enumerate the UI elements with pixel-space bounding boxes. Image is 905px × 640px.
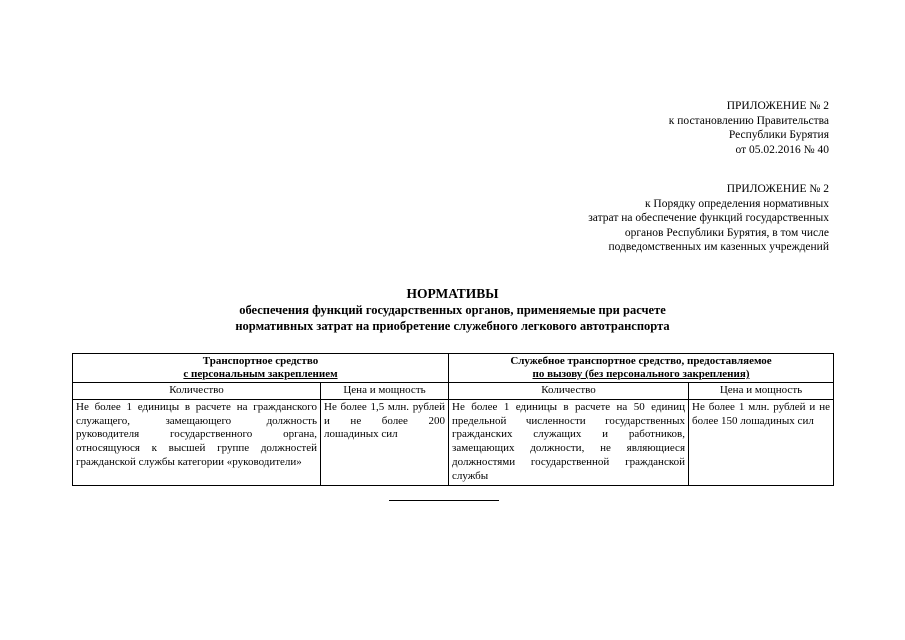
appendix-1-line: от 05.02.2016 № 40	[735, 143, 829, 156]
title-main: НОРМАТИВЫ	[406, 286, 499, 301]
appendix-2-line: подведомственных им казенных учреждений	[608, 241, 829, 254]
column-header-price-power: Цена и мощность	[321, 383, 449, 400]
column-header-quantity: Количество	[73, 383, 321, 400]
table-cell: Не более 1 единицы в расчете на 50 единиц предельной численности государственных гражданских служащих и работников, замещающих должности, не являющиеся должностями государственной гражданской службы	[449, 399, 689, 485]
column-header-quantity: Количество	[449, 383, 689, 400]
table-cell: Не более 1,5 млн. рублей и не более 200 лошадиных сил	[321, 399, 449, 485]
column-header-price-power: Цена и мощность	[689, 383, 834, 400]
appendix-1-line: Республики Бурятия	[728, 129, 829, 142]
group-header-personal	[73, 354, 449, 383]
appendix-2-header	[588, 182, 829, 255]
appendix-2-line: затрат на обеспечение функций государственных	[588, 212, 829, 225]
norms-table	[72, 353, 834, 486]
title-line-2: нормативных затрат на приобретение служебного легкового автотранспорта	[235, 319, 670, 333]
table-column-header-row	[73, 383, 834, 400]
table-row	[73, 399, 834, 485]
appendix-2-line: ПРИЛОЖЕНИЕ № 2	[726, 183, 829, 195]
title-line-1: обеспечения функций государственных органов, применяемые при расчете	[239, 303, 666, 317]
appendix-1-header	[669, 99, 829, 157]
table-cell: Не более 1 единицы в расчете на гражданского служащего, замещающего должность руководителя государственного органа, относящуюся к высшей группе должностей гражданской службы категории «руководители»	[73, 399, 321, 485]
document-title	[0, 285, 905, 334]
group-header-line: Транспортное средство	[202, 355, 319, 367]
table-cell: Не более 1 млн. рублей и не более 150 лошадиных сил	[689, 399, 834, 485]
end-separator-line	[389, 500, 499, 501]
group-header-on-call	[449, 354, 834, 383]
group-header-line: по вызову (без персонального закрепления)	[532, 368, 750, 380]
appendix-2-line: к Порядку определения нормативных	[644, 197, 829, 210]
appendix-1-line: ПРИЛОЖЕНИЕ № 2	[726, 100, 829, 112]
table-group-header-row	[73, 354, 834, 383]
appendix-1-line: к постановлению Правительства	[668, 114, 829, 127]
appendix-2-line: органов Республики Бурятия, в том числе	[624, 226, 829, 239]
group-header-line: с персональным закреплением	[183, 368, 338, 380]
group-header-line: Служебное транспортное средство, предоставляемое	[510, 355, 772, 367]
